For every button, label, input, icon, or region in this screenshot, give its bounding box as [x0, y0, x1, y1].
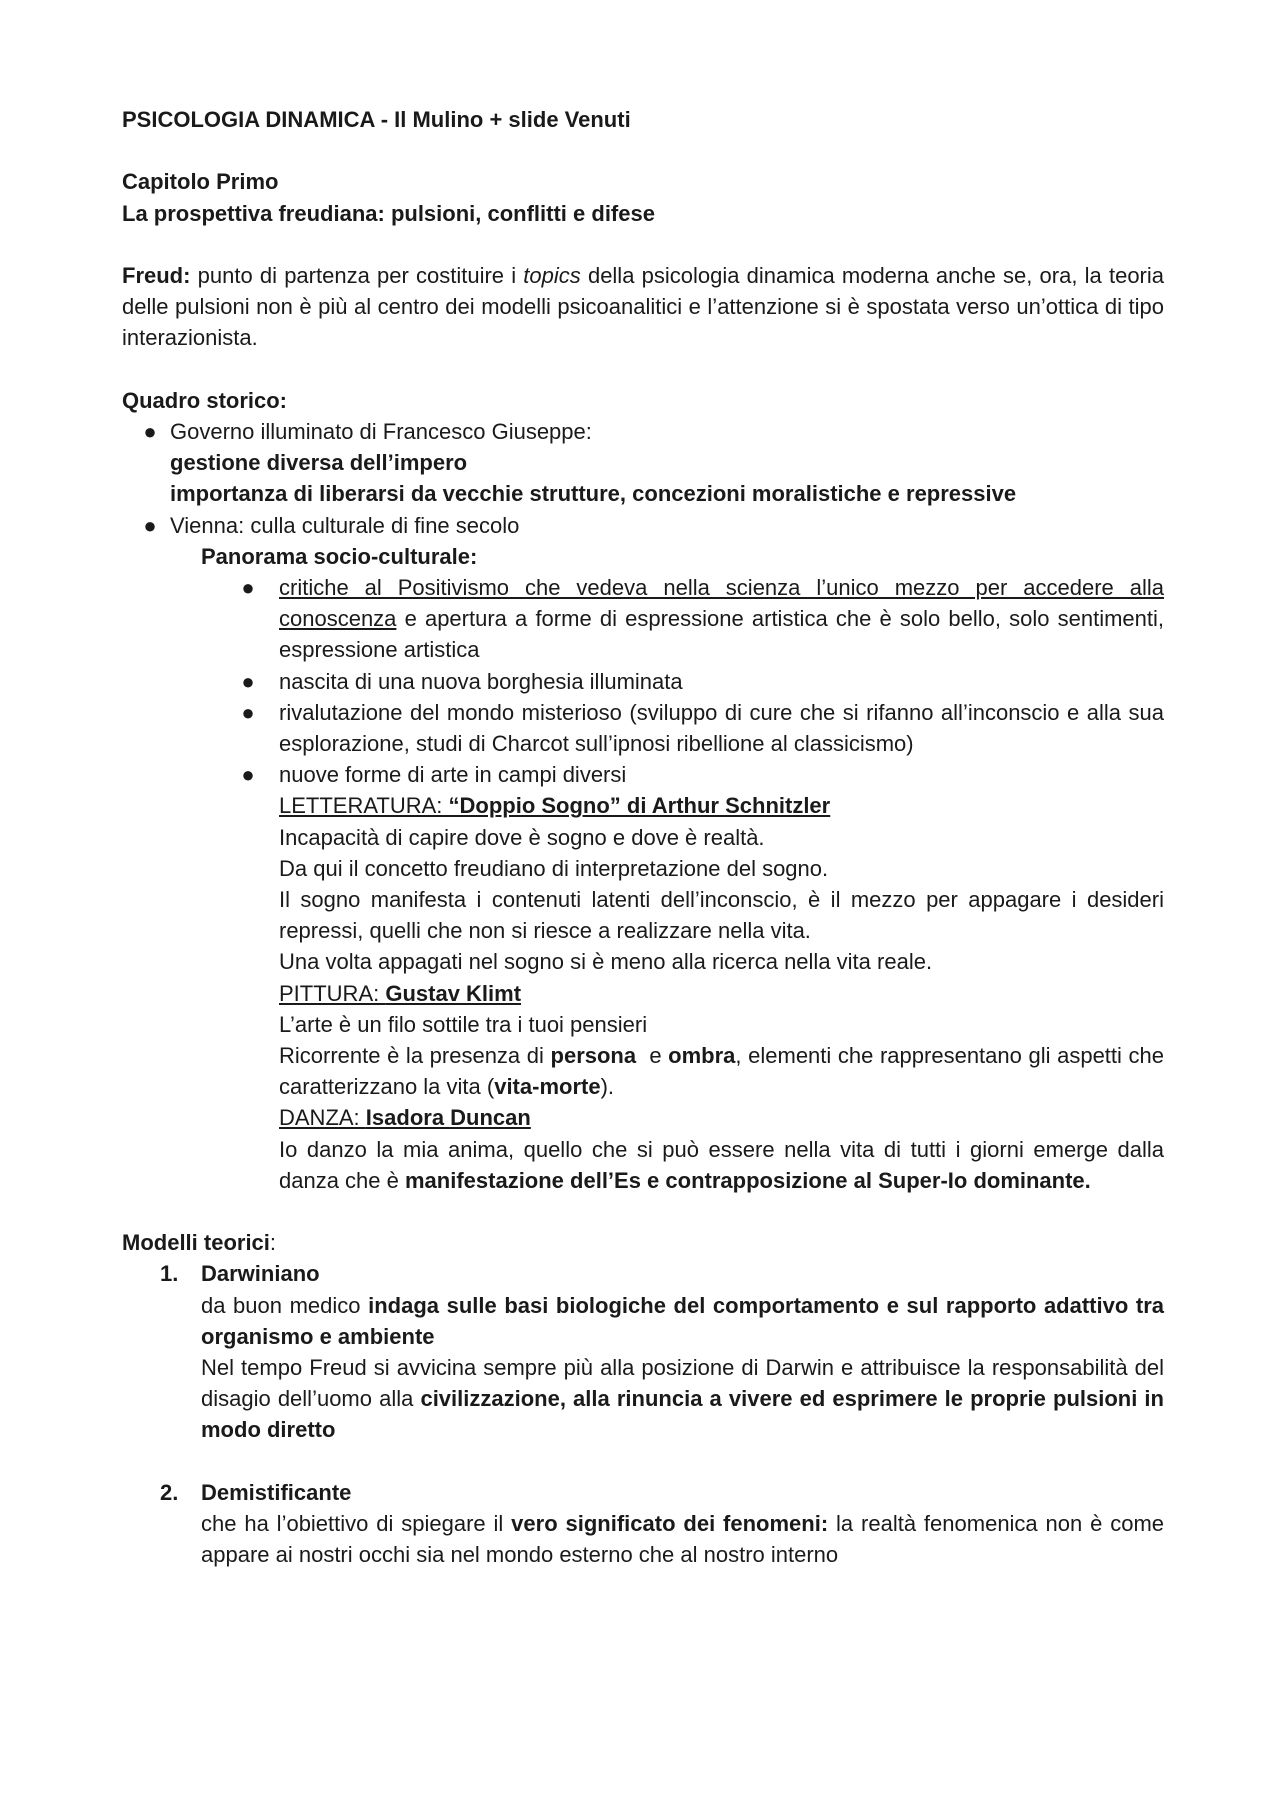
bullet-text: nuove forme di arte in campi diversi	[279, 762, 627, 788]
pittura-bold: vita-morte	[494, 1074, 601, 1100]
panorama-heading: Panorama socio-culturale:	[201, 543, 478, 569]
bullet-text: rivalutazione del mondo misterioso (sviluppo di cure che si rifanno all’inconscio e alla sua esplorazione, studi di Charcot sull’ipnosi ribellione al classicismo)	[279, 699, 1164, 757]
bullet-bold-line: gestione diversa dell’impero	[170, 450, 468, 476]
bullet-text: e apertura a forme di espressione artistica che è solo bello, solo sentimenti, espressione artistica	[279, 606, 1164, 663]
item-text: che ha l’obiettivo di spiegare il	[201, 1511, 512, 1537]
letteratura-line: Incapacità di capire dove è sogno e dove è realtà.	[279, 824, 765, 850]
pittura-text: Ricorrente è la presenza di	[279, 1043, 551, 1069]
pittura-text: , elementi che rappresentano gli aspetti che caratterizzano la vita (	[279, 1043, 1164, 1100]
list-item	[122, 416, 1164, 447]
pittura-bold: ombra	[668, 1043, 736, 1069]
danza-label-text: DANZA:	[279, 1105, 366, 1131]
chapter-heading: Capitolo Primo	[122, 169, 279, 195]
list-item	[122, 572, 1164, 666]
chapter-subtitle: La prospettiva freudiana: pulsioni, conflitti e difese	[122, 200, 655, 226]
danza-heading	[122, 1102, 1164, 1133]
list-item	[122, 1477, 1164, 1508]
item-bold: civilizzazione, alla rinuncia a vivere ed esprimere le proprie pulsioni in modo diretto	[201, 1386, 1164, 1443]
modelli-heading	[122, 1227, 1164, 1258]
bullet-icon: ●	[143, 418, 157, 444]
pittura-text: ).	[600, 1074, 615, 1100]
danza-bold: manifestazione dell’Es e contrapposizione al Super-Io dominante.	[404, 1167, 1091, 1193]
list-item	[122, 1258, 1164, 1289]
pittura-name: Gustav Klimt	[385, 980, 522, 1006]
modelli-colon: :	[269, 1230, 277, 1256]
item-number: 1.	[160, 1261, 179, 1287]
spacer	[122, 1446, 1164, 1477]
item-body	[122, 1290, 1164, 1352]
item-title: Demistificante	[201, 1479, 352, 1505]
bullet-icon: ●	[241, 762, 255, 788]
freud-italic: topics	[523, 262, 581, 288]
freud-text-b: della psicologia dinamica moderna anche se, ora, la teoria delle pulsioni non è più al centro dei modelli psicoanalitici e l’attenzione si è spostata verso un’ottica di tipo interazionista.	[122, 262, 1164, 351]
bullet-text: nascita di una nuova borghesia illuminata	[279, 668, 683, 694]
bullet-text: Governo illuminato di Francesco Giuseppe:	[170, 418, 592, 444]
freud-text-a: punto di partenza per costituire i	[190, 262, 524, 288]
freud-label: Freud:	[122, 262, 191, 288]
doc-title: PSICOLOGIA DINAMICA - Il Mulino + slide Venuti	[122, 107, 631, 132]
modelli-list	[122, 1258, 1164, 1570]
pittura-line: L’arte è un filo sottile tra i tuoi pensieri	[279, 1011, 648, 1037]
bullet-icon: ●	[241, 668, 255, 694]
pittura-label-text: PITTURA:	[279, 980, 386, 1006]
bullet-bold-line: importanza di liberarsi da vecchie strutture, concezioni moralistiche e repressive	[170, 481, 1017, 507]
item-text: la realtà fenomenica non è come appare ai nostri occhi sia nel mondo esterno che al nostro interno	[201, 1511, 1165, 1568]
danza-text: Io danzo la mia anima, quello che si può essere nella vita di tutti i giorni emerge dalla danza che è	[279, 1136, 1164, 1193]
list-item	[122, 510, 1164, 541]
quadro-heading: Quadro storico:	[122, 387, 288, 413]
bullet-icon: ●	[143, 512, 157, 538]
item-bold: vero significato dei fenomeni:	[511, 1511, 829, 1537]
pittura-line	[122, 1040, 1164, 1102]
quadro-list	[122, 416, 1164, 1196]
pittura-heading	[122, 978, 1164, 1009]
letteratura-line: Da qui il concetto freudiano di interpretazione del sogno.	[279, 855, 829, 881]
letteratura-heading	[122, 790, 1164, 821]
danza-line	[122, 1134, 1164, 1196]
bullet-text: Vienna: culla culturale di fine secolo	[170, 512, 520, 538]
bullet-icon: ●	[241, 575, 255, 600]
freud-paragraph	[122, 260, 1164, 354]
item-text: da buon medico	[201, 1292, 369, 1318]
item-text: Nel tempo Freud si avvicina sempre più alla posizione di Darwin e attribuisce la responsabilità del disagio dell’uomo alla	[201, 1355, 1164, 1412]
item-number: 2.	[160, 1479, 179, 1505]
letteratura-line: Il sogno manifesta i contenuti latenti dell’inconscio, è il mezzo per appagare i desideri repressi, quelli che non si riesce a realizzare nella vita.	[279, 887, 1164, 944]
pittura-bold: persona	[550, 1043, 637, 1069]
list-item	[122, 759, 1164, 790]
item-title: Darwiniano	[201, 1261, 320, 1287]
modelli-heading-text: Modelli teorici	[122, 1230, 270, 1256]
pittura-label	[279, 981, 521, 1006]
bullet-icon: ●	[241, 699, 255, 725]
item-body	[122, 1352, 1164, 1446]
danza-label	[279, 1105, 531, 1130]
pittura-text: e	[636, 1043, 669, 1069]
letteratura-title: “Doppio Sogno” di Arthur Schnitzler	[448, 793, 831, 819]
item-body	[122, 1508, 1164, 1570]
item-bold: indaga sulle basi biologiche del comportamento e sul rapporto adattivo tra organismo e ambiente	[201, 1292, 1164, 1349]
danza-name: Isadora Duncan	[365, 1105, 531, 1131]
underlined-text: critiche al Positivismo che vedeva nella scienza l’unico mezzo per accedere alla conoscenza	[279, 575, 1164, 632]
document-page	[122, 104, 1164, 1570]
letteratura-label	[279, 793, 830, 818]
list-item	[122, 697, 1164, 759]
letteratura-label-text: LETTERATURA:	[279, 793, 449, 819]
letteratura-line: Una volta appagati nel sogno si è meno alla ricerca nella vita reale.	[279, 949, 933, 975]
list-item	[122, 666, 1164, 697]
